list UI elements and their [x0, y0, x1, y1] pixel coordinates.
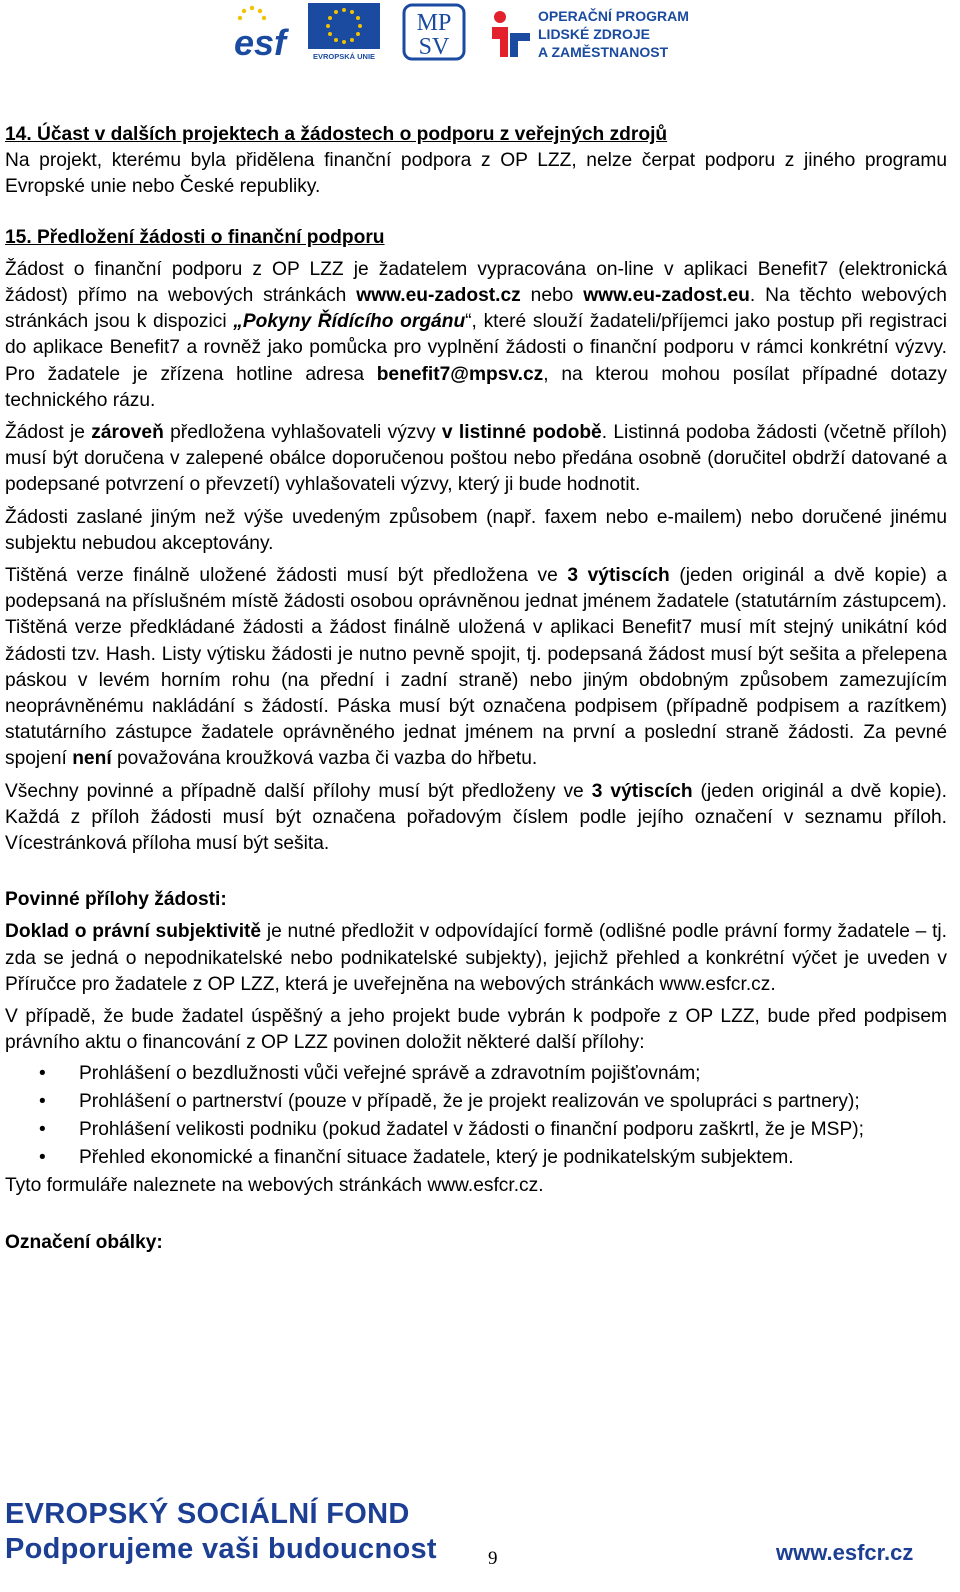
- footer-url-link[interactable]: www.esfcr.cz: [776, 1540, 914, 1565]
- p2-text-e: . Listinná podoba žádosti (včetně příloh) musí být doručena v zalepené obálce doporučenou poštou nebo předána osobně (doručitel obdrží datované a podepsané potvrzení o převzetí) vyhlašovateli výzvy, který ji bude hodnotit.: [5, 422, 947, 496]
- mpsv-logo: [402, 3, 466, 61]
- op-logo-line3: A ZAMĚSTNANOST: [538, 44, 669, 60]
- mpsv-logo-text-2: SV: [418, 34, 450, 60]
- attachments-paragraph-2: V případě, že bude žadatel úspěšný a jeho projekt bude vybrán k podpoře z OP LZZ, bude před podpisem právního aktu o financování z OP LZZ povinen doložit některé další přílohy:: [5, 1006, 947, 1054]
- doklad-bold: Doklad o právní subjektivitě: [5, 921, 262, 943]
- attachments-paragraph-1: [5, 919, 947, 998]
- envelope-heading: [5, 1230, 947, 1256]
- attachments-heading: [5, 887, 947, 913]
- p5-text-c: (jeden originál a dvě kopie). Každá z příloh žádosti musí být označena pořadovým číslem podle jejího označení v seznamu příloh. Vícestránková příloha musí být sešita.: [5, 780, 947, 855]
- p5-text-a: Všechny povinné a případně další přílohy musí být předloženy ve: [5, 780, 592, 802]
- eu-flag-logo: [308, 3, 380, 61]
- section-15-heading: 15. Předložení žádosti o finanční podporu: [5, 226, 385, 248]
- list-item: • Přehled ekonomické a finanční situace žadatele, který je podnikatelským subjektem.: [5, 1145, 947, 1171]
- p1-text-a: Žádost o finanční podporu z OP LZZ je žadatelem vypracována on-line v aplikaci Benefit7 (elektronická žádost) přímo na webových stránkách: [5, 258, 947, 307]
- p4-bold-neni: není: [72, 748, 112, 770]
- p1-text-b: nebo: [520, 285, 584, 307]
- hotline-email-link[interactable]: benefit7@mpsv.cz: [376, 363, 544, 385]
- p1-text-e: , na kterou mohou posílat případné dotazy technického rázu.: [5, 363, 947, 411]
- document-body: [5, 122, 947, 1256]
- esf-logo-text: esf: [234, 22, 287, 61]
- op-lzz-logo: [488, 3, 718, 61]
- section-14-heading: 14. Účast v dalších projektech a žádostech o podporu z veřejných zdrojů: [5, 124, 668, 145]
- footer-esf-title: EVROPSKÝ SOCIÁLNÍ FOND: [5, 1498, 410, 1530]
- esf-logo: [232, 3, 302, 61]
- section-15-paragraph-4: [5, 563, 947, 773]
- section-15-paragraph-1: [5, 257, 947, 414]
- attachments-p1-text: je nutné předložit v odpovídající formě (odlišné podle právní formy žadatele – tj. zda se jedná o nepodnikatelské nebo podnikatelské subjekty), jejichž přehled a konkrétní výčet je uveden v Příručce pro žadatele z OP LZZ, která je uveřejněna na webových stránkách www.esfcr.cz.: [5, 921, 947, 995]
- p1-text-c: . Na těchto webových stránkách jsou k dispozici: [5, 285, 947, 333]
- mpsv-logo-text-1: MP: [416, 10, 452, 36]
- eu-logo-text: EVROPSKÁ UNIE: [312, 52, 376, 61]
- envelope-heading-text: Označení obálky:: [5, 1231, 163, 1253]
- attachments-paragraph-3: Tyto formuláře naleznete na webových stránkách www.esfcr.cz.: [5, 1175, 544, 1197]
- p2-text-c: předložena vyhlašovateli výzvy: [163, 422, 442, 444]
- list-item: • Prohlášení velikosti podniku (pokud žadatel v žádosti o finanční podporu zaškrtl, že je MSP);: [5, 1117, 947, 1143]
- eu-zadost-eu-link[interactable]: www.eu-zadost.eu: [583, 285, 750, 307]
- p4-text-e: považována kroužková vazba či vazba do hřbetu.: [111, 748, 538, 770]
- attachments-list: [5, 1061, 947, 1172]
- list-item: • Prohlášení o partnerství (pouze v případě, že je projekt realizován ve spolupráci s partnery);: [5, 1089, 947, 1115]
- section-15-paragraph-3: Žádosti zaslané jiným než výše uvedeným způsobem (např. faxem nebo e-mailem) nebo doručené jinému subjektu nebudou akceptovány.: [5, 506, 947, 554]
- p2-text-a: Žádost je: [5, 422, 92, 444]
- section-14-paragraph: Na projekt, kterému byla přidělena finanční podpora z OP LZZ, nelze čerpat podporu z jiného programu Evropské unie nebo České republiky.: [5, 150, 947, 198]
- eu-zadost-cz-link[interactable]: www.eu-zadost.cz: [356, 285, 521, 307]
- section-15-paragraph-2: [5, 420, 947, 499]
- op-logo-line1: OPERAČNÍ PROGRAM: [538, 8, 689, 24]
- p4-text-a: Tištěná verze finálně uložené žádosti musí být předložena ve: [5, 565, 568, 587]
- pokyny-ridiciho-organu: „Pokyny Řídícího orgánu: [233, 311, 466, 333]
- list-item: • Prohlášení o bezdlužnosti vůči veřejné správě a zdravotním pojišťovnám;: [5, 1061, 947, 1087]
- op-logo-line2: LIDSKÉ ZDROJE: [538, 26, 651, 42]
- page-header: [0, 0, 960, 75]
- footer-slogan: Podporujeme vaši budoucnost: [5, 1533, 437, 1565]
- p2-bold-zaroven: zároveň: [91, 422, 164, 444]
- p5-bold-vytisky: 3 výtiscích: [591, 780, 693, 802]
- p2-bold-listinne: v listinné podobě: [441, 422, 602, 444]
- p1-text-d: “, které slouží žadateli/příjemci jako postup při registraci do aplikace Benefit7 a rovněž jako pomůcka pro vyplnění žádosti o finanční podporu v rámci konkrétní výzvy. Pro žadatele je zřízena hotline adresa: [5, 311, 947, 385]
- attachments-heading-text: Povinné přílohy žádosti:: [5, 889, 227, 911]
- section-15-paragraph-5: [5, 779, 947, 858]
- p4-text-c: (jeden originál a dvě kopie) a podepsaná na příslušném místě žádosti osobou oprávněnou jednat jménem žadatele (statutárním zástupcem). Tištěná verze předkládané žádosti a žádost finálně uložená v aplikaci Benefit7 musí mít stejný unikátní kód žádosti tzv. Hash. Listy výtisku žádosti je nutno pevně spojit, tj. podepsaná žádost musí být sešita a přelepena páskou v levém horním rohu (na přední i zadní straně) nebo jiným obdobným způsobem zamezujícím neoprávněnému nakládání s žádostí. Páska musí být označena podpisem (případně podpisem a razítkem) statutárního zástupce žadatele oprávněného jednat jménem na první a poslední straně žádosti. Za pevné spojení: [5, 565, 947, 770]
- page-number: 9: [488, 1548, 498, 1569]
- p4-bold-vytisky: 3 výtiscích: [567, 565, 670, 587]
